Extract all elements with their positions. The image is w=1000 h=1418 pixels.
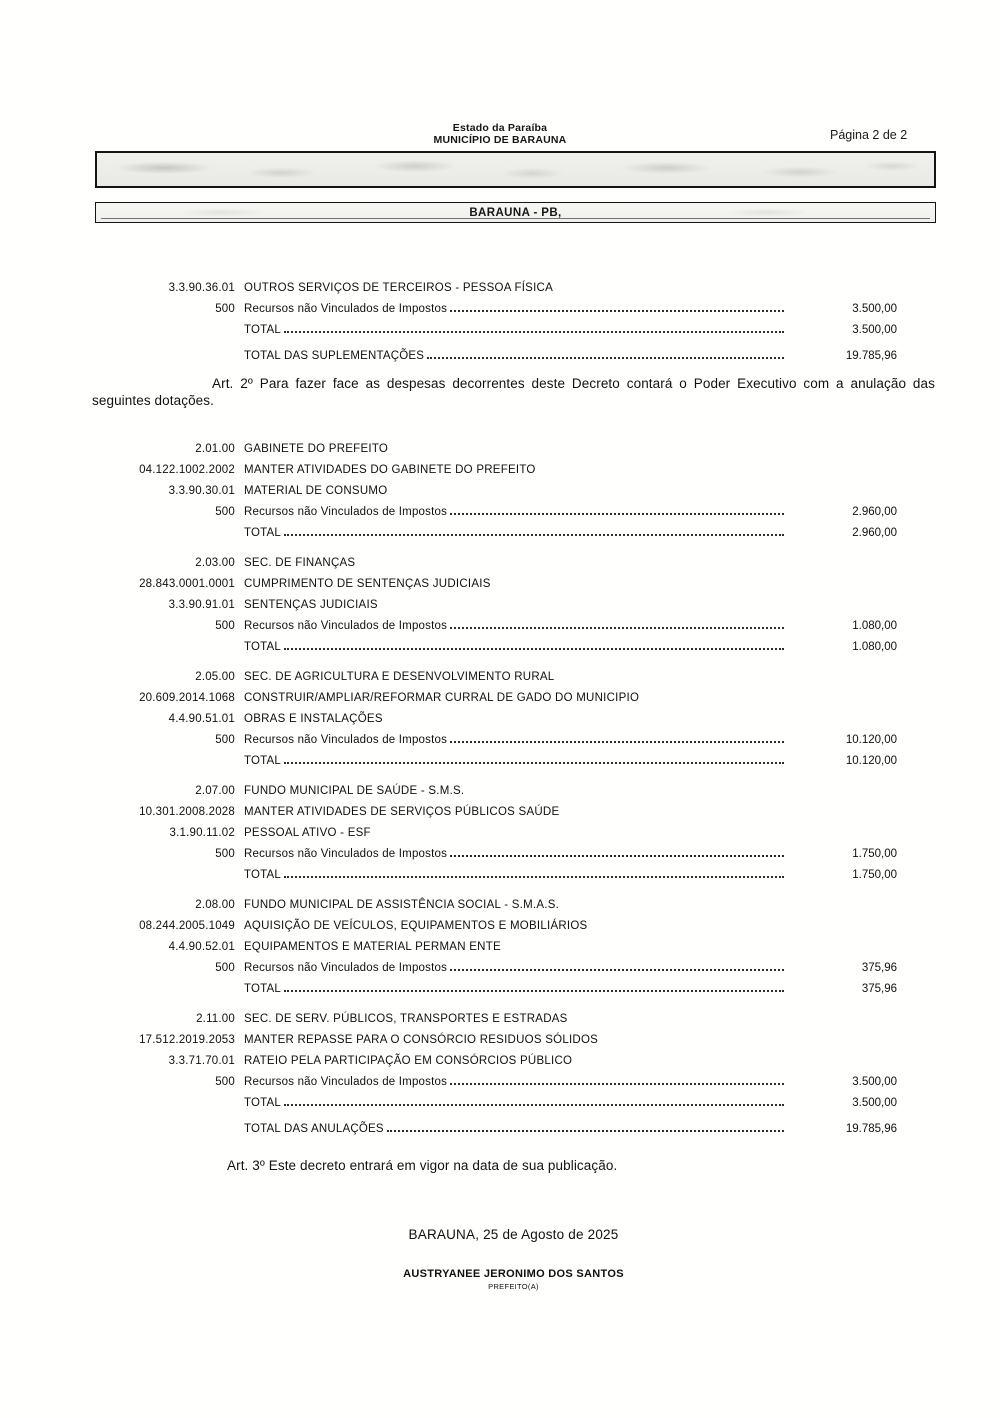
- dot-leader: [427, 357, 784, 359]
- budget-line: [92, 688, 935, 709]
- budget-block: [92, 278, 935, 367]
- budget-block: [92, 667, 935, 772]
- budget-code: 2.07.00: [195, 785, 235, 797]
- dot-leader: [450, 513, 784, 515]
- budget-code: 3.1.90.11.02: [169, 827, 235, 839]
- budget-line: [92, 709, 935, 730]
- budget-leader-line: [92, 637, 935, 658]
- budget-leader-line: [92, 346, 935, 367]
- budget-code: 2.08.00: [195, 899, 235, 911]
- budget-line: [92, 574, 935, 595]
- budget-code: 4.4.90.51.01: [168, 713, 235, 725]
- amount-value: 10.120,00: [845, 755, 897, 767]
- budget-block: [92, 895, 935, 1000]
- budget-code: 20.609.2014.1068: [139, 692, 235, 704]
- amount-value: 2.960,00: [852, 506, 897, 518]
- budget-block: [92, 439, 935, 544]
- budget-code: 08.244.2005.1049: [139, 920, 235, 932]
- budget-leader-line: [92, 865, 935, 886]
- amount-value: 375,96: [861, 962, 897, 974]
- dot-leader: [284, 1104, 784, 1106]
- page-number: Página 2 de 2: [830, 128, 908, 142]
- leader-label: TOTAL: [244, 641, 281, 653]
- signature-name: AUSTRYANEE JERONIMO DOS SANTOS: [403, 1267, 624, 1280]
- amount-value: 2.960,00: [852, 527, 897, 539]
- budget-line: [92, 895, 935, 916]
- amount-value: 3.500,00: [852, 303, 897, 315]
- budget-leader-line: [92, 523, 935, 544]
- amount-value: 19.785,96: [845, 350, 897, 362]
- header-municipality: MUNICÍPIO DE BARAUNA: [433, 133, 567, 146]
- budget-line: [92, 1051, 935, 1072]
- budget-line: [92, 1009, 935, 1030]
- dot-leader: [450, 1083, 784, 1085]
- leader-label: Recursos não Vinculados de Impostos: [244, 506, 448, 518]
- leader-label: TOTAL: [244, 983, 281, 995]
- budget-leader-line: [92, 299, 935, 320]
- article-3: Art. 3º Este decreto entrará em vigor na data de sua publicação.: [227, 1158, 618, 1173]
- dot-leader: [450, 310, 784, 312]
- amount-value: 1.080,00: [852, 620, 897, 632]
- budget-description: EQUIPAMENTOS E MATERIAL PERMAN ENTE: [244, 941, 501, 953]
- amount-value: 3.500,00: [852, 1076, 897, 1088]
- signature-role: PREFEITO(A): [488, 1281, 539, 1291]
- source-code: 500: [215, 506, 235, 518]
- suplementacao-section: [92, 278, 935, 367]
- budget-leader-line: [92, 616, 935, 637]
- budget-leader-line: [92, 1072, 935, 1093]
- amount-value: 3.500,00: [852, 324, 897, 336]
- budget-line: [92, 553, 935, 574]
- budget-line: [92, 937, 935, 958]
- budget-code: 04.122.1002.2002: [139, 464, 235, 476]
- budget-code: 2.01.00: [195, 443, 235, 455]
- source-code: 500: [215, 1076, 235, 1088]
- leader-label: TOTAL: [244, 324, 281, 336]
- budget-line: [92, 802, 935, 823]
- amount-value: 10.120,00: [845, 734, 897, 746]
- budget-description: MANTER ATIVIDADES DO GABINETE DO PREFEITO: [244, 464, 536, 476]
- budget-description: FUNDO MUNICIPAL DE ASSISTÊNCIA SOCIAL - S.M.A.S.: [244, 899, 560, 911]
- amount-value: 3.500,00: [852, 1097, 897, 1109]
- budget-code: 3.3.90.36.01: [168, 282, 235, 294]
- leader-label: TOTAL DAS SUPLEMENTAÇÕES: [244, 350, 425, 362]
- budget-line: [92, 460, 935, 481]
- budget-line: [92, 916, 935, 937]
- dot-leader: [284, 762, 784, 764]
- budget-code: 17.512.2019.2053: [139, 1034, 235, 1046]
- budget-code: 2.11.00: [196, 1013, 235, 1025]
- budget-description: CONSTRUIR/AMPLIAR/REFORMAR CURRAL DE GADO DO MUNICIPIO: [244, 692, 640, 704]
- budget-leader-line: [92, 751, 935, 772]
- dot-leader: [284, 534, 784, 536]
- document-body: [92, 278, 935, 1291]
- budget-leader-line: [92, 502, 935, 523]
- budget-line: [92, 439, 935, 460]
- dot-leader: [284, 648, 784, 650]
- source-code: 500: [215, 962, 235, 974]
- dot-leader: [450, 741, 784, 743]
- budget-leader-line: [92, 730, 935, 751]
- article-2: Art. 2º Para fazer face as despesas decorrentes deste Decreto contará o Poder Executivo com a anulação das seguintes dotações.: [92, 376, 935, 408]
- budget-line: [92, 667, 935, 688]
- budget-line: [92, 278, 935, 299]
- amount-value: 1.750,00: [852, 848, 897, 860]
- leader-label: TOTAL: [244, 1097, 281, 1109]
- amount-value: 1.080,00: [852, 641, 897, 653]
- date-line: BARAUNA, 25 de Agosto de 2025: [408, 1226, 619, 1242]
- dot-leader: [387, 1130, 784, 1132]
- budget-description: GABINETE DO PREFEITO: [244, 443, 389, 455]
- anulacao-section: [92, 439, 935, 1140]
- leader-label: TOTAL: [244, 527, 281, 539]
- source-code: 500: [215, 303, 235, 315]
- budget-description: SEC. DE FINANÇAS: [244, 557, 356, 569]
- signature-block: [92, 1268, 935, 1291]
- budget-line: [92, 823, 935, 844]
- budget-code: 10.301.2008.2028: [139, 806, 235, 818]
- budget-code: 3.3.90.91.01: [168, 599, 235, 611]
- budget-description: SEC. DE AGRICULTURA E DESENVOLVIMENTO RURAL: [244, 671, 555, 683]
- budget-description: PESSOAL ATIVO - ESF: [244, 827, 371, 839]
- budget-description: CUMPRIMENTO DE SENTENÇAS JUDICIAIS: [244, 578, 491, 590]
- budget-block: [92, 553, 935, 658]
- budget-code: 4.4.90.52.01: [168, 941, 235, 953]
- budget-leader-line: [92, 1093, 935, 1114]
- budget-leader-line: [92, 1119, 935, 1140]
- source-code: 500: [215, 734, 235, 746]
- leader-label: Recursos não Vinculados de Impostos: [244, 620, 448, 632]
- budget-code: 3.3.71.70.01: [168, 1055, 235, 1067]
- budget-code: 2.05.00: [195, 671, 235, 683]
- scanned-header-box: [95, 151, 936, 188]
- budget-leader-line: [92, 958, 935, 979]
- leader-label: TOTAL: [244, 869, 281, 881]
- budget-line: [92, 481, 935, 502]
- budget-line: [92, 595, 935, 616]
- banner-title: BARAUNA - PB,: [469, 206, 562, 219]
- amount-value: 1.750,00: [852, 869, 897, 881]
- budget-code: 28.843.0001.0001: [139, 578, 235, 590]
- dot-leader: [284, 990, 784, 992]
- budget-description: OUTROS SERVIÇOS DE TERCEIROS - PESSOA FÍSICA: [244, 282, 554, 294]
- budget-leader-line: [92, 844, 935, 865]
- budget-line: [92, 781, 935, 802]
- source-code: 500: [215, 848, 235, 860]
- dot-leader: [284, 876, 784, 878]
- budget-description: MANTER REPASSE PARA O CONSÓRCIO RESIDUOS SÓLIDOS: [244, 1034, 599, 1046]
- source-code: 500: [215, 620, 235, 632]
- budget-code: 2.03.00: [195, 557, 235, 569]
- leader-label: Recursos não Vinculados de Impostos: [244, 962, 448, 974]
- leader-label: Recursos não Vinculados de Impostos: [244, 734, 448, 746]
- dot-leader: [450, 855, 784, 857]
- budget-description: SENTENÇAS JUDICIAIS: [244, 599, 378, 611]
- amount-value: 19.785,96: [845, 1123, 897, 1135]
- budget-description: FUNDO MUNICIPAL DE SAÚDE - S.M.S.: [244, 785, 465, 797]
- leader-label: Recursos não Vinculados de Impostos: [244, 1076, 448, 1088]
- budget-description: RATEIO PELA PARTICIPAÇÃO EM CONSÓRCIOS PÚBLICO: [244, 1055, 573, 1067]
- dot-leader: [450, 969, 784, 971]
- leader-label: Recursos não Vinculados de Impostos: [244, 303, 448, 315]
- amount-value: 375,96: [861, 983, 897, 995]
- leader-label: Recursos não Vinculados de Impostos: [244, 848, 448, 860]
- budget-code: 3.3.90.30.01: [168, 485, 235, 497]
- budget-description: AQUISIÇÃO DE VEÍCULOS, EQUIPAMENTOS E MOBILIÁRIOS: [244, 920, 588, 932]
- budget-block: [92, 781, 935, 886]
- leader-label: TOTAL: [244, 755, 281, 767]
- municipality-banner: [95, 202, 936, 223]
- budget-leader-line: [92, 979, 935, 1000]
- budget-description: MATERIAL DE CONSUMO: [244, 485, 388, 497]
- budget-block: [92, 1009, 935, 1140]
- dot-leader: [284, 331, 784, 333]
- budget-line: [92, 1030, 935, 1051]
- header-state: Estado da Paraíba: [452, 122, 548, 134]
- budget-description: MANTER ATIVIDADES DE SERVIÇOS PÚBLICOS SAÚDE: [244, 806, 560, 818]
- leader-label: TOTAL DAS ANULAÇÕES: [244, 1123, 384, 1135]
- budget-description: SEC. DE SERV. PÚBLICOS, TRANSPORTES E ESTRADAS: [244, 1013, 568, 1025]
- budget-leader-line: [92, 320, 935, 341]
- budget-description: OBRAS E INSTALAÇÕES: [244, 713, 383, 725]
- dot-leader: [450, 627, 784, 629]
